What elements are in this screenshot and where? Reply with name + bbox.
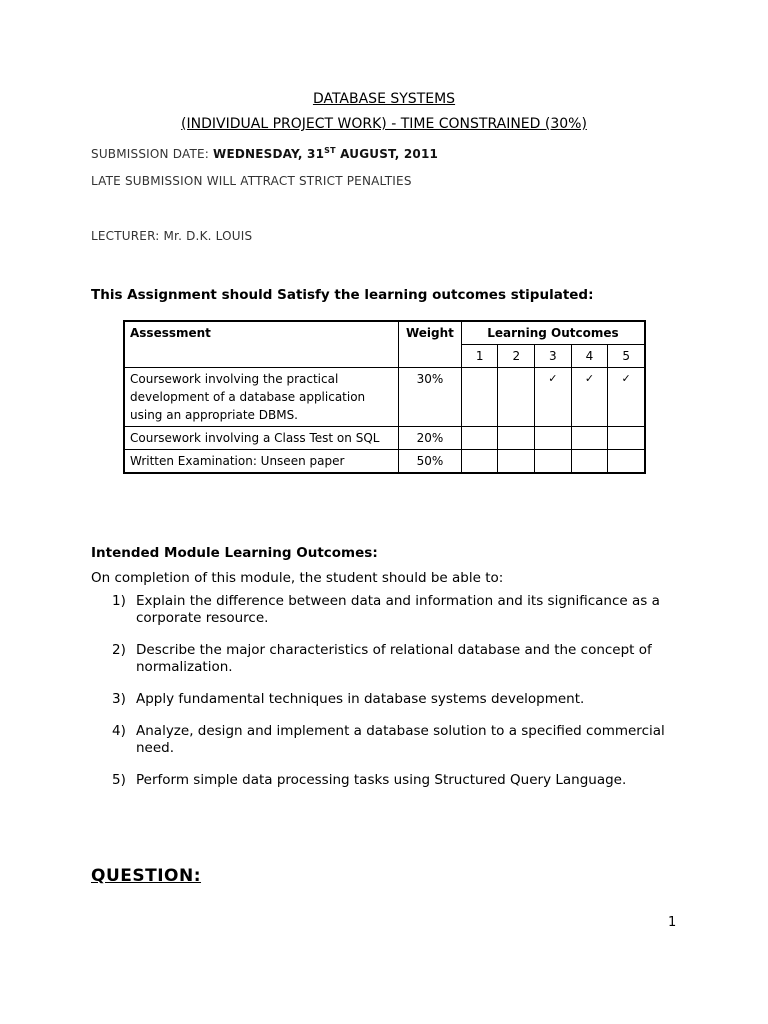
list-item-text: Apply fundamental techniques in database systems development. xyxy=(136,691,585,707)
list-item-text: Describe the major characteristics of relational database and the concept of normalization. xyxy=(136,642,652,675)
outcome-cell xyxy=(498,368,535,427)
document-subtitle: (INDIVIDUAL PROJECT WORK) - TIME CONSTRAINED (30%) xyxy=(181,116,587,132)
document-title: DATABASE SYSTEMS xyxy=(312,91,456,107)
weight-cell: 30% xyxy=(398,368,461,427)
outcome-cell xyxy=(498,450,535,474)
learning-outcomes-table xyxy=(123,320,646,474)
outcome-cell xyxy=(535,427,572,450)
weight-cell: 50% xyxy=(398,450,461,474)
list-item xyxy=(112,642,692,676)
outcomes-heading: Intended Module Learning Outcomes: xyxy=(91,545,378,561)
list-item xyxy=(112,593,692,627)
late-submission-notice: LATE SUBMISSION WILL ATTRACT STRICT PENALTIES xyxy=(91,174,412,188)
outcome-cell xyxy=(461,427,498,450)
list-item-number: 1) xyxy=(112,593,126,609)
outcome-cell xyxy=(461,450,498,474)
header-assessment: Assessment xyxy=(124,321,398,368)
submission-label: SUBMISSION DATE: xyxy=(91,147,209,161)
outcome-cell xyxy=(461,368,498,427)
outcomes-list xyxy=(112,593,692,804)
list-item xyxy=(112,772,692,789)
checkmark-icon: ✓ xyxy=(608,368,645,427)
submission-date xyxy=(91,146,438,161)
outcome-cell xyxy=(498,427,535,450)
outcomes-intro: On completion of this module, the student should be able to: xyxy=(91,570,504,586)
list-item-number: 5) xyxy=(112,772,126,788)
outcome-number-4: 4 xyxy=(571,345,608,368)
assessment-cell: Written Examination: Unseen paper xyxy=(124,450,398,474)
list-item-text: Analyze, design and implement a database solution to a specified commercial need. xyxy=(136,723,665,756)
table-row xyxy=(124,450,645,474)
checkmark-icon: ✓ xyxy=(571,368,608,427)
outcome-cell xyxy=(571,427,608,450)
table-row xyxy=(124,427,645,450)
assessment-cell: Coursework involving a Class Test on SQL xyxy=(124,427,398,450)
outcome-cell xyxy=(571,450,608,474)
list-item xyxy=(112,691,692,708)
header-learning-outcomes: Learning Outcomes xyxy=(461,321,645,345)
outcome-number-1: 1 xyxy=(461,345,498,368)
checkmark-icon: ✓ xyxy=(535,368,572,427)
list-item xyxy=(112,723,692,757)
outcome-cell xyxy=(608,427,645,450)
page-number: 1 xyxy=(668,915,677,930)
outcome-number-5: 5 xyxy=(608,345,645,368)
list-item-number: 4) xyxy=(112,723,126,739)
question-heading: QUESTION: xyxy=(91,866,202,886)
list-item-number: 3) xyxy=(112,691,126,707)
outcome-number-3: 3 xyxy=(535,345,572,368)
weight-cell: 20% xyxy=(398,427,461,450)
header-weight: Weight xyxy=(398,321,461,368)
assignment-heading: This Assignment should Satisfy the learning outcomes stipulated: xyxy=(91,287,594,303)
outcome-cell xyxy=(608,450,645,474)
outcome-number-2: 2 xyxy=(498,345,535,368)
table-body xyxy=(124,368,645,474)
lecturer-line: LECTURER: Mr. D.K. LOUIS xyxy=(91,229,253,243)
list-item-number: 2) xyxy=(112,642,126,658)
assessment-cell: Coursework involving the practical development of a database application using an appropriate DBMS. xyxy=(124,368,398,427)
table-row xyxy=(124,368,645,427)
list-item-text: Explain the difference between data and information and its significance as a corporate resource. xyxy=(136,593,660,626)
outcome-cell xyxy=(535,450,572,474)
list-item-text: Perform simple data processing tasks using Structured Query Language. xyxy=(136,772,627,788)
submission-date-value: WEDNESDAY, 31ST AUGUST, 2011 xyxy=(213,146,439,161)
